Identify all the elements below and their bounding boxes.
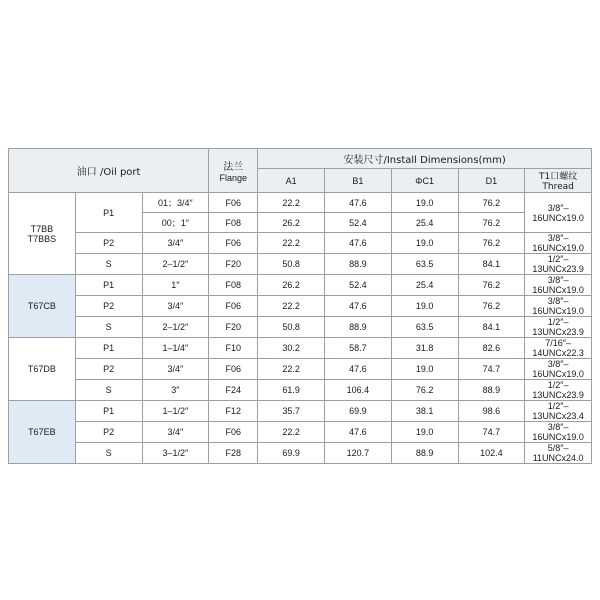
model-name-line1: T67EB: [28, 427, 56, 437]
c1-cell: 63.5: [391, 317, 458, 338]
size-cell: 2–1/2″: [142, 254, 209, 275]
c1-cell: 76.2: [391, 380, 458, 401]
a1-cell: 26.2: [258, 213, 325, 233]
model-group-cell: [9, 338, 76, 401]
table-row: [9, 193, 592, 213]
model-group-cell: [9, 275, 76, 338]
size-cell: 3/4″: [142, 422, 209, 443]
header-a1: A1: [258, 169, 325, 193]
c1-cell: 19.0: [391, 233, 458, 254]
b1-cell: 47.6: [325, 296, 392, 317]
a1-cell: 35.7: [258, 401, 325, 422]
model-group-cell: [9, 193, 76, 275]
a1-cell: 22.2: [258, 359, 325, 380]
d1-cell: 76.2: [458, 275, 525, 296]
a1-cell: 22.2: [258, 422, 325, 443]
c1-cell: 38.1: [391, 401, 458, 422]
port-cell: S: [75, 380, 142, 401]
table-row: [9, 275, 592, 296]
b1-cell: 52.4: [325, 275, 392, 296]
header-oil-port-label: 油口 /Oil port: [76, 167, 141, 178]
table-body: [9, 193, 592, 464]
model-name-line1: T67DB: [27, 364, 56, 374]
thread-cell: 5/8″–11UNCx24.0: [525, 443, 592, 464]
size-cell: 3/4″: [142, 359, 209, 380]
c1-cell: 19.0: [391, 359, 458, 380]
model-name-line2: T7BBS: [27, 233, 57, 244]
flange-cell: F24: [209, 380, 258, 401]
flange-cell: F20: [209, 254, 258, 275]
table-header: [9, 149, 592, 193]
thread-cell: 3/8″–16UNCx19.0: [525, 233, 592, 254]
c1-cell: 19.0: [391, 296, 458, 317]
thread-cell: 1/2″–13UNCx23.9: [525, 317, 592, 338]
port-cell: P2: [75, 359, 142, 380]
spec-table-container: [8, 148, 592, 464]
header-b1: B1: [325, 169, 392, 193]
flange-cell: F06: [209, 359, 258, 380]
table-row: [9, 359, 592, 380]
flange-cell: F06: [209, 233, 258, 254]
flange-cell: F08: [209, 213, 258, 233]
c1-cell: 19.0: [391, 193, 458, 213]
b1-cell: 120.7: [325, 443, 392, 464]
header-oil-port: [9, 149, 209, 193]
port-cell: P1: [75, 275, 142, 296]
table-row: [9, 443, 592, 464]
port-cell: P1: [75, 401, 142, 422]
header-c1: ΦC1: [391, 169, 458, 193]
thread-cell: 3/8″–16UNCx19.0: [525, 422, 592, 443]
d1-cell: 74.7: [458, 359, 525, 380]
flange-cell: F28: [209, 443, 258, 464]
thread-cell: 1/2″–13UNCx23.9: [525, 254, 592, 275]
a1-cell: 22.2: [258, 296, 325, 317]
header-flange: [209, 149, 258, 193]
a1-cell: 22.2: [258, 233, 325, 254]
size-cell: 3″: [142, 380, 209, 401]
header-row-1: [9, 149, 592, 169]
a1-cell: 22.2: [258, 193, 325, 213]
d1-cell: 74.7: [458, 422, 525, 443]
c1-cell: 31.8: [391, 338, 458, 359]
d1-cell: 82.6: [458, 338, 525, 359]
thread-cell: 3/8″–16UNCx19.0: [525, 275, 592, 296]
thread-cell: 3/8″–16UNCx19.0: [525, 193, 592, 233]
b1-cell: 88.9: [325, 317, 392, 338]
c1-cell: 88.9: [391, 443, 458, 464]
b1-cell: 69.9: [325, 401, 392, 422]
flange-cell: F08: [209, 275, 258, 296]
port-cell: P2: [75, 422, 142, 443]
c1-cell: 19.0: [391, 422, 458, 443]
table-row: [9, 254, 592, 275]
thread-cell: 3/8″–16UNCx19.0: [525, 359, 592, 380]
b1-cell: 47.6: [325, 233, 392, 254]
a1-cell: 30.2: [258, 338, 325, 359]
table-row: [9, 380, 592, 401]
size-cell: 3–1/2″: [142, 443, 209, 464]
port-cell: P1: [75, 193, 142, 233]
d1-cell: 84.1: [458, 317, 525, 338]
model-group-cell: [9, 401, 76, 464]
port-cell: P2: [75, 233, 142, 254]
header-thread: T1口螺纹Thread: [525, 169, 592, 193]
b1-cell: 52.4: [325, 213, 392, 233]
header-flange-en: Flange: [219, 173, 248, 183]
flange-cell: F06: [209, 296, 258, 317]
port-cell: P1: [75, 338, 142, 359]
a1-cell: 61.9: [258, 380, 325, 401]
table-row: [9, 422, 592, 443]
size-cell: 1–1/4″: [142, 338, 209, 359]
size-cell: 3/4″: [142, 233, 209, 254]
b1-cell: 106.4: [325, 380, 392, 401]
size-cell: 1–1/2″: [142, 401, 209, 422]
flange-cell: F12: [209, 401, 258, 422]
a1-cell: 50.8: [258, 317, 325, 338]
flange-cell: F06: [209, 193, 258, 213]
b1-cell: 58.7: [325, 338, 392, 359]
install-dimensions-table: [8, 148, 592, 464]
b1-cell: 88.9: [325, 254, 392, 275]
thread-cell: 3/8″–16UNCx19.0: [525, 296, 592, 317]
header-install-dims-label: 安装尺寸/Install Dimensions(mm): [343, 155, 506, 166]
table-row: [9, 338, 592, 359]
size-cell: 00；1″: [142, 213, 209, 233]
header-d1: D1: [458, 169, 525, 193]
d1-cell: 88.9: [458, 380, 525, 401]
b1-cell: 47.6: [325, 359, 392, 380]
a1-cell: 50.8: [258, 254, 325, 275]
d1-cell: 76.2: [458, 193, 525, 213]
d1-cell: 102.4: [458, 443, 525, 464]
c1-cell: 25.4: [391, 213, 458, 233]
table-row: [9, 233, 592, 254]
port-cell: S: [75, 443, 142, 464]
thread-cell: 1/2″–13UNCx23.9: [525, 380, 592, 401]
size-cell: 3/4″: [142, 296, 209, 317]
size-cell: 01；3/4″: [142, 193, 209, 213]
b1-cell: 47.6: [325, 422, 392, 443]
b1-cell: 47.6: [325, 193, 392, 213]
a1-cell: 26.2: [258, 275, 325, 296]
size-cell: 2–1/2″: [142, 317, 209, 338]
table-row: [9, 401, 592, 422]
model-name-line1: T7BB: [30, 223, 54, 234]
flange-cell: F06: [209, 422, 258, 443]
flange-cell: F10: [209, 338, 258, 359]
header-install-dims: [258, 149, 592, 169]
d1-cell: 76.2: [458, 213, 525, 233]
table-row: [9, 296, 592, 317]
d1-cell: 76.2: [458, 296, 525, 317]
c1-cell: 63.5: [391, 254, 458, 275]
port-cell: S: [75, 254, 142, 275]
model-name-line1: T67CB: [27, 301, 56, 311]
header-flange-cn: 法兰: [223, 162, 244, 173]
d1-cell: 76.2: [458, 233, 525, 254]
thread-cell: 1/2″–13UNCx23.4: [525, 401, 592, 422]
port-cell: S: [75, 317, 142, 338]
table-row: [9, 317, 592, 338]
a1-cell: 69.9: [258, 443, 325, 464]
size-cell: 1″: [142, 275, 209, 296]
thread-cell: 7/16″–14UNCx22.3: [525, 338, 592, 359]
port-cell: P2: [75, 296, 142, 317]
d1-cell: 98.6: [458, 401, 525, 422]
flange-cell: F20: [209, 317, 258, 338]
c1-cell: 25.4: [391, 275, 458, 296]
d1-cell: 84.1: [458, 254, 525, 275]
